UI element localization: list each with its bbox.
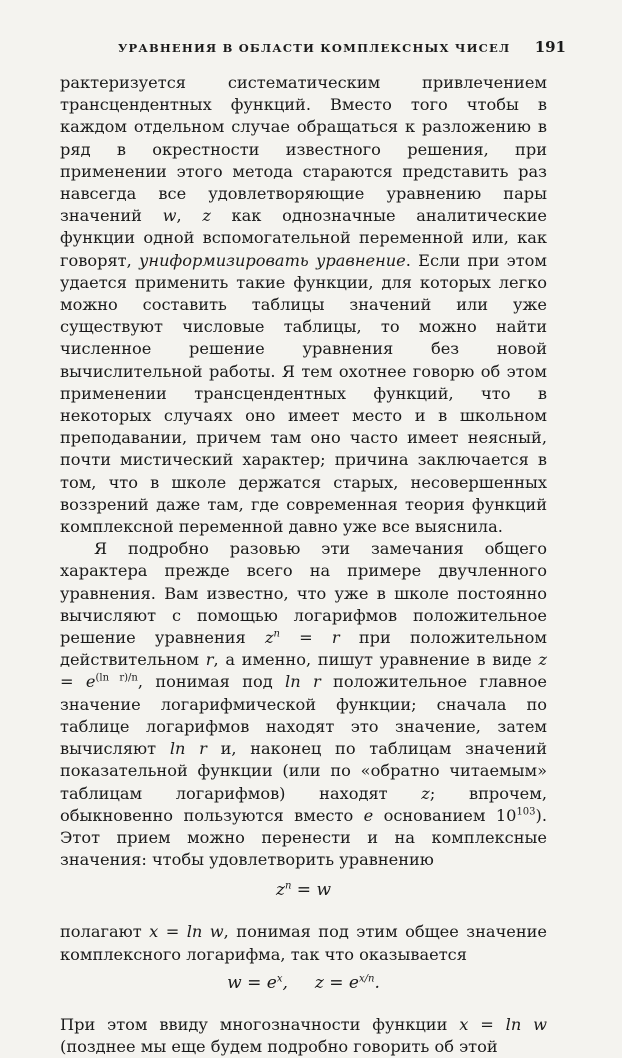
running-title: УРАВНЕНИЯ В ОБЛАСТИ КОМПЛЕКСНЫХ ЧИСЕЛ [118, 41, 511, 55]
p1-text-c: . Если при этом удается применить такие функции, для которых легко можно составить таблицы значений или уже существуют числовые таблицы, то можно найти численное решение уравнения без новой вычислительной работы. Я тем охотнее говорю об этом применении трансцендентных функций, что в некоторых случаях оно имеет место и в школьном преподавании, причем там оно часто имеет неясный, почти мистический характер; причина заключается в том, что в школе держатся старых, несовершенных воззрений даже там, где современная теория функций комплексной переменной давно уже все выяснила. [60, 250, 547, 537]
formula2-sep: , [282, 972, 315, 993]
eq1-rhs: = r [279, 628, 340, 648]
body-text [60, 72, 547, 1058]
p2-text-g: ; впрочем, обыкновенно пользуются вместо [60, 783, 547, 825]
eq1-exp: n [273, 628, 280, 640]
ln-r-2: ln r [169, 739, 207, 759]
x-eq-ln-w-2: x = ln w [459, 1014, 547, 1034]
p1-comma: , [176, 206, 203, 226]
page-header [118, 38, 566, 56]
p2-text-c: , а именно, пишут уравнение в виде [213, 650, 539, 670]
formula2-exp1: x [276, 973, 283, 985]
eq2-lhs: z = e [60, 650, 547, 692]
formula2-end: . [374, 972, 380, 993]
var-e: e [363, 805, 374, 825]
eq2-exp: (ln r)/n [95, 673, 138, 685]
p1-text-a: рактеризуется систематическим привлечением трансцендентных функций. Вместо того чтобы в каждом отдельном случае обращаться к разложению в ряд в окрестности известного решения, при применении этого метода стараются представить раз навсегда все удовлетворяющие уравнению пары значений [60, 73, 547, 226]
paragraph-1 [60, 72, 547, 538]
p1-text-b: как однозначные аналитические функции одной вспомогательной переменной или, как говорят, [60, 206, 547, 270]
var-r: r [205, 650, 214, 670]
ln-r-1: ln r [285, 672, 321, 692]
formula-w-ex [60, 972, 547, 996]
formula1-exp: n [284, 880, 292, 892]
p2-text-a: Я подробно разовью эти замечания общего характера прежде всего на примере двучленного уравнения. Вам известно, что уже в школе постоянно вычисляют с помощью логарифмов положительное решение уравнения [60, 539, 547, 648]
paragraph-3 [60, 921, 547, 965]
p2-text-b: при положительном действительном [60, 628, 548, 670]
p2-text-h: основанием 10 [373, 805, 517, 825]
p4-text-b: (позднее мы еще будем подробно говорить об этой [60, 1036, 498, 1056]
eq1-lhs: z [264, 628, 274, 648]
formula-zn-w [60, 879, 547, 903]
p3-text-b: , понимая под этим общее значение комплексного логарифма, так что оказывается [60, 922, 548, 964]
p3-text-a: полагают [60, 922, 150, 942]
footnote-ref[interactable]: 103 [516, 806, 536, 818]
page-number: 191 [534, 38, 566, 56]
formula2-exp2: x/n [358, 973, 375, 985]
formula2-lhs1: w = e [227, 972, 277, 993]
p4-text-a: При этом ввиду многозначности функции [60, 1014, 460, 1034]
var-w: w [162, 206, 177, 226]
p2-text-i: ). Этот прием можно перенести и на комплексные значения: чтобы удовлетворить уравнению [60, 805, 547, 870]
p2-text-d: , понимая под [137, 672, 286, 692]
formula2-lhs2: z = e [314, 972, 359, 993]
x-eq-ln-w: x = ln w [149, 922, 224, 942]
p2-text-e: положительное главное значение логарифмической функции; сначала по таблице логарифмов находят это значение, затем вычисляют [60, 672, 547, 759]
formula1-rhs: = w [291, 880, 332, 901]
var-z: z [202, 206, 211, 226]
emphasis-term: униформизировать уравнение [139, 250, 406, 270]
formula1-base: z [275, 880, 285, 901]
paragraph-4 [60, 1014, 547, 1058]
p2-text-f: и, наконец по таблицам значений показательной функции (или по «обратно читаемым» таблицам логарифмов) находят [60, 739, 547, 803]
paragraph-2 [60, 538, 547, 871]
var-z-2: z [421, 783, 430, 803]
